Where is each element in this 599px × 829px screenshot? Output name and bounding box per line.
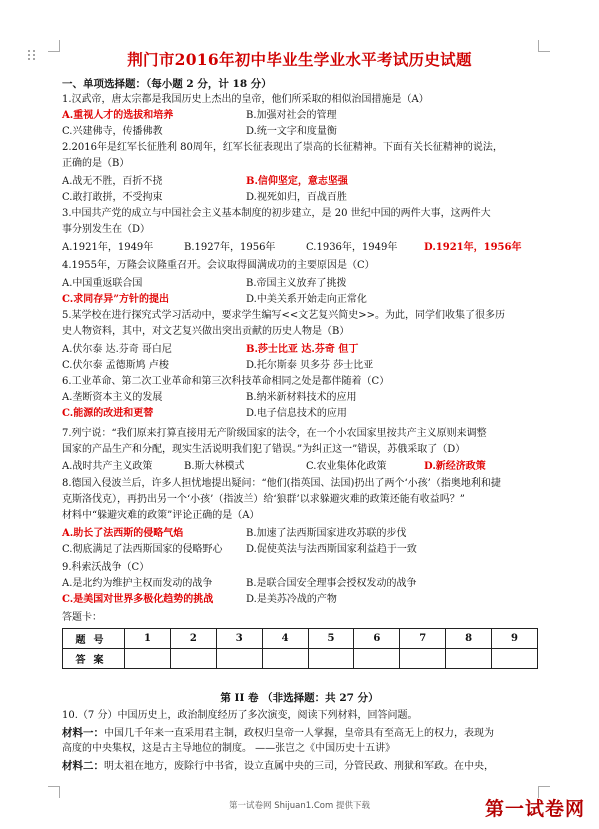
option-a[interactable]: A.助长了法西斯的侵略气焰 — [62, 528, 184, 539]
option-a[interactable]: A.垄断资本主义的发展 — [62, 392, 163, 403]
option-row — [62, 242, 542, 254]
answer-cell[interactable] — [262, 649, 308, 669]
material-line: 材料二：明太祖在地方，废除行中书省，设立直属中央的三司，分管民政、刑狱和军政。在中央， — [62, 760, 494, 772]
option-row — [62, 528, 542, 540]
option-a[interactable]: A.战时共产主义政策 — [62, 461, 153, 472]
table-row — [63, 649, 538, 669]
question-stem: 正确的是（B） — [62, 158, 130, 169]
option-c[interactable]: C.伏尔泰 孟德斯鸠 卢梭 — [62, 360, 169, 371]
question-number-cell: 4 — [262, 629, 308, 649]
answer-card-table — [62, 628, 538, 669]
option-c[interactable]: C.兴建佛寺，传播佛教 — [62, 126, 163, 137]
answer-card-label: 答题卡： — [62, 612, 102, 623]
material-line: 材料一：中国几千年来一直采用君主制，政权归皇帝一人掌握，皇帝具有至高无上的权力，表现为 — [62, 727, 494, 739]
question-number-cell: 2 — [170, 629, 216, 649]
question-stem: 8.德国入侵波兰后，许多人担忧地提出疑问：“他们(指英国、法国)扔出了两个‘小孩’（指奥地利和捷 — [62, 478, 501, 489]
question-number-cell: 5 — [308, 629, 354, 649]
option-d[interactable]: D.电子信息技术的应用 — [246, 408, 347, 419]
option-d[interactable]: D.新经济政策 — [424, 461, 486, 472]
option-d[interactable]: D.中美关系开始走向正常化 — [246, 294, 367, 305]
option-a[interactable]: A.战无不胜，百折不挠 — [62, 176, 163, 187]
answer-cell[interactable] — [492, 649, 538, 669]
option-c[interactable]: C.是美国对世界多极化趋势的挑战 — [62, 594, 214, 605]
option-c[interactable]: C.彻底满足了法西斯国家的侵略野心 — [62, 544, 223, 555]
option-c[interactable]: C.敢打敢拼，不受拘束 — [62, 192, 163, 203]
option-b[interactable]: B.斯大林模式 — [184, 461, 245, 472]
table-header-cell: 题号 — [63, 629, 125, 649]
option-a[interactable]: A.重视人才的选拔和培养 — [62, 110, 174, 121]
option-d[interactable]: D.1921年，1956年 — [424, 242, 522, 253]
option-row — [62, 360, 542, 372]
answer-cell[interactable] — [400, 649, 446, 669]
answer-cell[interactable] — [170, 649, 216, 669]
option-d[interactable]: D.托尔斯泰 贝多芬 莎士比亚 — [246, 360, 374, 371]
option-row — [62, 408, 542, 420]
option-c[interactable]: C.能源的改进和更替 — [62, 408, 154, 419]
question-stem: 1.汉武帝，唐太宗都是我国历史上杰出的皇帝，他们所采取的相似治国措施是（A） — [62, 94, 429, 105]
question-stem: 材料中“躲避灾难的政策”评论正确的是（A） — [62, 510, 260, 521]
question-number-cell: 7 — [400, 629, 446, 649]
material-line: 高度的中央集权，这是古主导地位的制度。 ——张岂之《中国历史十五讲》 — [62, 743, 396, 754]
question-number-cell: 8 — [446, 629, 492, 649]
crop-mark-icon — [48, 786, 60, 798]
answer-cell[interactable] — [446, 649, 492, 669]
option-row — [62, 344, 542, 356]
question-number-cell: 6 — [354, 629, 400, 649]
question-stem: 4.1955年，万隆会议隆重召开。会议取得圆满成功的主要原因是（C） — [62, 260, 375, 271]
option-b[interactable]: B.加强对社会的管理 — [246, 110, 337, 121]
option-row — [62, 594, 542, 606]
option-b[interactable]: B.莎士比亚 达.芬奇 但丁 — [246, 344, 359, 355]
option-row — [62, 294, 542, 306]
option-d[interactable]: D.视死如归，百战百胜 — [246, 192, 347, 203]
option-a[interactable]: A.中国重返联合国 — [62, 278, 143, 289]
option-b[interactable]: B.纳米新材料技术的应用 — [246, 392, 357, 403]
answer-cell[interactable] — [354, 649, 400, 669]
question-stem: 克斯洛伐克），再扔出另一个‘小孩’（指波兰）给‘狼群’以求躲避灾难的政策还能有收益吗？” — [62, 494, 465, 505]
question-number-cell: 9 — [492, 629, 538, 649]
section-heading: 第 II 卷 （非选择题：共 27 分） — [220, 692, 379, 704]
option-row — [62, 110, 542, 122]
option-row — [62, 578, 542, 590]
question-stem: 5.某学校在进行探究式学习活动中，要求学生编写<<文艺复兴简史>>。为此，同学们收集了很多历 — [62, 310, 506, 321]
option-d[interactable]: D.是美苏冷战的产物 — [246, 594, 337, 605]
question-stem: 国家的产品生产和分配，现实生活说明我们犯了错误。”为纠正这一”错误，苏俄采取了（D） — [62, 444, 466, 455]
question-stem: 2.2016年是红军长征胜利 80周年，红军长征表现出了崇高的长征精神。下面有关长征精神的说法， — [62, 142, 503, 153]
option-row — [62, 126, 542, 138]
question-stem: 10.（7 分）中国历史上，政治制度经历了多次演变，阅读下列材料，回答问题。 — [62, 710, 418, 721]
answer-cell[interactable] — [125, 649, 171, 669]
question-stem: 3.中国共产党的成立与中国社会主义基本制度的初步建立，是 20 世纪中国的两件大事，这两件大 — [62, 208, 491, 219]
question-number-cell: 1 — [125, 629, 171, 649]
brand-logo: 第一试卷网 — [484, 798, 585, 820]
option-a[interactable]: A.伏尔泰 达.芬奇 哥白尼 — [62, 344, 172, 355]
option-a[interactable]: A.1921年，1949年 — [62, 242, 154, 253]
question-stem: 事分别发生在（D） — [62, 224, 151, 235]
option-row — [62, 392, 542, 404]
option-b[interactable]: B.加速了法西斯国家进攻苏联的步伐 — [246, 528, 407, 539]
question-stem: 史人物资料，其中，对文艺复兴做出突出贡献的历史人物是（B） — [62, 326, 350, 337]
question-number-cell: 3 — [216, 629, 262, 649]
section-heading: 一、单项选择题：（每小题 2 分，计 18 分） — [62, 78, 272, 90]
option-b[interactable]: B.帝国主义放弃了挑拨 — [246, 278, 347, 289]
footer-text: 第一试卷网 Shijuan1.Com 提供下载 — [229, 801, 370, 811]
question-stem: 6.工业革命、第二次工业革命和第三次科技革命相同之处是都伴随着（C） — [62, 376, 390, 387]
option-d[interactable]: D.统一文字和度量衡 — [246, 126, 337, 137]
option-row — [62, 544, 542, 556]
option-row — [62, 192, 542, 204]
option-b[interactable]: B.信仰坚定，意志坚强 — [246, 176, 348, 187]
option-c[interactable]: C.农业集体化政策 — [306, 461, 387, 472]
question-stem: 9.科索沃战争（C） — [62, 562, 150, 573]
option-c[interactable]: C.求同存异”方针的提出 — [62, 294, 170, 305]
table-header-cell: 答案 — [63, 649, 125, 669]
page-title: 荆门市2016年初中毕业生学业水平考试历史试题 — [127, 50, 472, 69]
option-a[interactable]: A.是北约为维护主权而发动的战争 — [62, 578, 213, 589]
option-b[interactable]: B.是联合国安全理事会授权发动的战争 — [246, 578, 417, 589]
answer-cell[interactable] — [308, 649, 354, 669]
option-row — [62, 461, 542, 473]
question-stem: 7.列宁说：“我们原来打算直接用无产阶级国家的法令，在一个小农国家里按共产主义原则来调整 — [62, 428, 487, 439]
option-row — [62, 278, 542, 290]
table-row — [63, 629, 538, 649]
option-row — [62, 176, 542, 188]
option-b[interactable]: B.1927年，1956年 — [184, 242, 276, 253]
option-d[interactable]: D.促使英法与法西斯国家利益趋于一致 — [246, 544, 417, 555]
answer-cell[interactable] — [216, 649, 262, 669]
option-c[interactable]: C.1936年，1949年 — [306, 242, 398, 253]
